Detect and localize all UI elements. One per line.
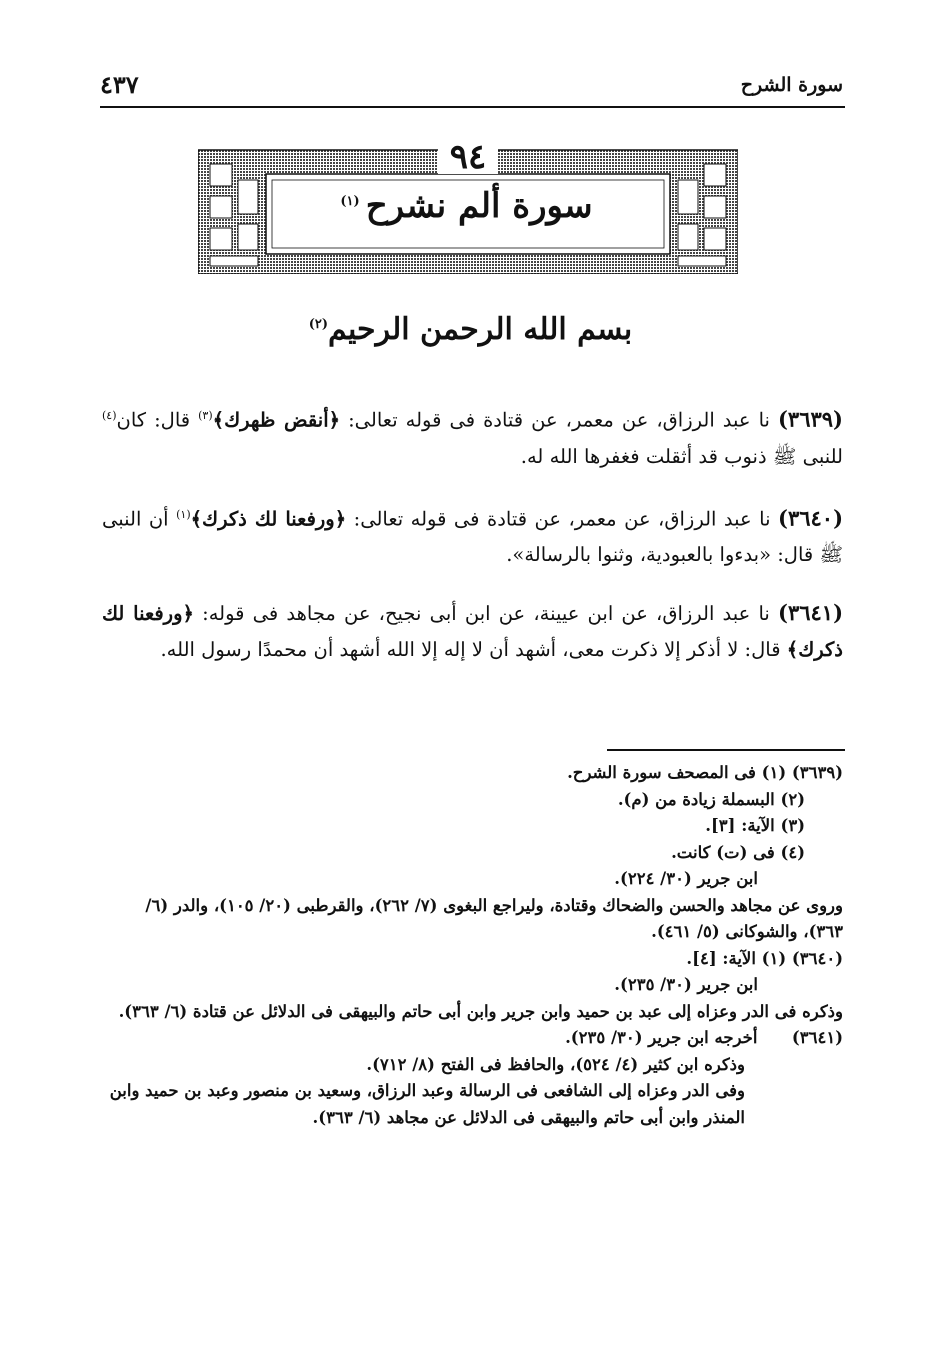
footnote-ref: (٣): [198, 409, 213, 422]
hadith-number: (٣٦٤١): [778, 600, 844, 625]
main-text: [102, 398, 843, 690]
footnote-line: [102, 760, 843, 787]
hadith-text: قال: كان: [116, 408, 191, 432]
footnote-key: (٣٦٣٩): [791, 763, 843, 782]
sura-number: ٩٤: [449, 137, 487, 177]
footnote-text: وذكره ابن كثير (٤/ ٥٢٤)، والحافظ فى الفتح (٨/ ٧١٢).: [366, 1054, 745, 1074]
footnote-key: (٣٦٤٠): [791, 948, 843, 968]
footnote-line: [102, 787, 843, 814]
hadith-text: نا عبد الرزاق، عن معمر، عن قتادة فى قوله تعالى:: [353, 507, 771, 530]
page-number: ٤٣٧: [100, 70, 139, 99]
hadith-number: (٣٦٤٠): [778, 505, 843, 530]
footnote-text: ابن جرير (٣٠/ ٢٢٤).: [614, 869, 758, 888]
footnote-separator: [607, 749, 845, 751]
footnote-line: [102, 813, 843, 840]
quran-quote: ﴿ورفعنا لك ذكرك﴾: [190, 507, 347, 530]
running-header-sura-name: سورة الشرح: [740, 74, 843, 96]
hadith-text: نا عبد الرزاق، عن معمر، عن قتادة فى قوله تعالى:: [348, 408, 770, 432]
footnote-line: [102, 999, 843, 1026]
footnote-text: أخرجه ابن جرير (٣٠/ ٢٣٥).: [565, 1028, 758, 1047]
header-rule: [100, 106, 845, 108]
footnote-line: [102, 1078, 843, 1131]
footnote-ref: (١): [176, 507, 191, 521]
footnote-line: [102, 866, 843, 893]
hadith-number: (٣٦٣٩): [777, 406, 843, 432]
sura-title-footnote-ref: (١): [340, 193, 360, 209]
footnote-line: [102, 1052, 843, 1079]
sura-title: [0, 186, 933, 226]
footnote-key: (٣٦٤١): [791, 1028, 843, 1047]
footnote-line: [102, 946, 843, 973]
footnote-text: (٢) البسملة زيادة من (م).: [617, 789, 805, 809]
footnote-text: (١) فى المصحف سورة الشرح.: [567, 763, 787, 782]
footnote-text: وروى عن مجاهد والحسن والضحاك وقتادة، وليراجع البغوى (٧/ ٢٦٢)، والقرطبى (٢٠/ ١٠٥)، والدر (٦/ ٣٦٣)، والشوكانى (٥/ ٤٦١).: [145, 895, 843, 941]
footnote-line: [102, 1025, 843, 1052]
basmala-text: بسم الله الرحمن الرحيم: [328, 312, 633, 347]
hadith-text: للنبى ﷺ ذنوب قد أثقلت فغفرها الله له.: [520, 444, 843, 468]
hadith-text: أن النبى ﷺ قال: «بدءوا بالعبودية، وثنوا بالرسالة».: [102, 507, 843, 566]
hadith-3640: [102, 497, 843, 574]
footnote-ref: (٤): [102, 409, 117, 422]
footnote-text: (١) الآية: [٤].: [686, 948, 787, 968]
footnote-line: [102, 972, 843, 999]
hadith-3641: [102, 595, 843, 668]
basmala-footnote-ref: (٢): [308, 317, 329, 332]
footnote-text: ابن جرير (٣٠/ ٢٣٥).: [614, 975, 758, 994]
footnote-text: (٤) فى (ت) كانت.: [671, 842, 805, 862]
quran-quote: ﴿ورفعنا لك ذكرك﴾: [102, 602, 843, 661]
footnote-line: [102, 893, 843, 946]
basmala: [0, 312, 933, 347]
hadith-text: قال: لا أذكر إلا ذكرت معى، أشهد أن لا إله إلا الله أشهد أن محمدًا رسول الله.: [160, 638, 781, 661]
footnote-text: (٣) الآية: [٣].: [705, 816, 805, 835]
footnote-text: وفى الدر وعزاه إلى الشافعى فى الرسالة وعبد الرزاق، وسعيد بن منصور وعبد بن حميد وابن المنذر وابن أبى حاتم والبيهقى فى الدلائل عن مجاهد (٦/ ٣٦٣).: [109, 1081, 745, 1127]
footnote-line: [102, 840, 843, 867]
hadith-text: نا عبد الرزاق، عن ابن عيينة، عن ابن أبى نجيح، عن مجاهد فى قوله:: [202, 602, 770, 625]
sura-title-text: سورة ألم نشرح: [365, 186, 593, 226]
quran-quote: ﴿أنقض ظهرك﴾: [212, 408, 341, 432]
hadith-3639: [102, 398, 843, 475]
footnote-text: وذكره فى الدر وعزاه إلى عبد بن حميد وابن جرير وابن أبى حاتم والبيهقى فى الدلائل عن قتادة (٦/ ٣٦٣).: [118, 1001, 843, 1021]
footnotes: [102, 760, 843, 1131]
